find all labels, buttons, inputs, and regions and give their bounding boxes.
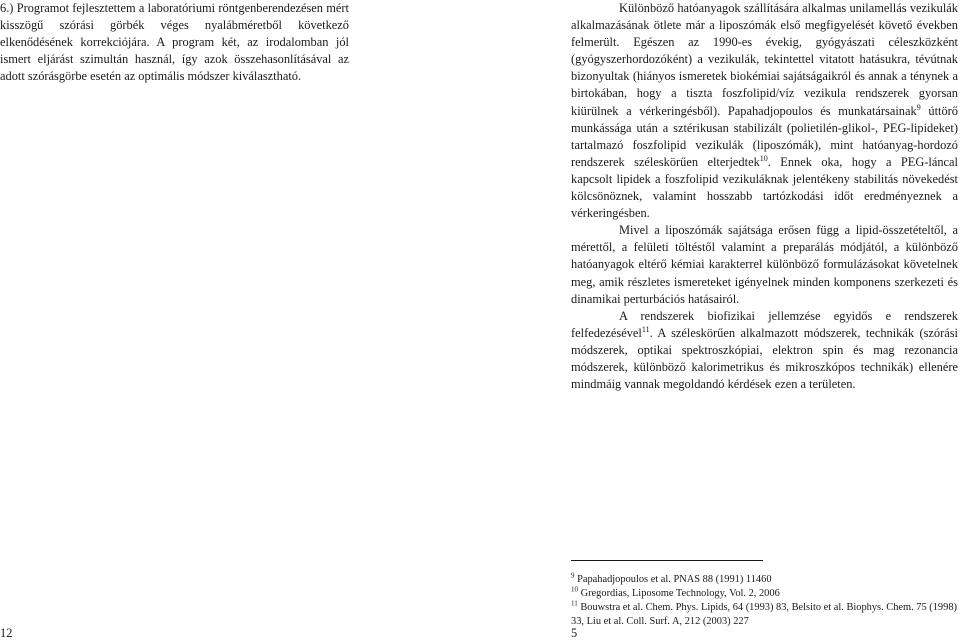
footnote: [571, 587, 960, 601]
body-paragraph: 6.) Programot fejlesztettem a laboratóriumi röntgenberendezésen mért kisszögű szórási görbék véges nyalábméretből következő elkenődésének korrekciójára. A program két, az irodalomban jól ismert eljárást szimultán használ, így azok összehasonlításával az adott szórásgörbe esetén az optimális módszer kiválasztható.: [0, 1, 349, 84]
footnote: [571, 573, 960, 587]
footnote-number: 10: [571, 585, 578, 594]
body-paragraph: [571, 0, 958, 222]
footnote-divider: [571, 560, 763, 561]
footnote-number: 11: [571, 599, 578, 608]
left-column: [0, 0, 349, 85]
paragraph-text: A rendszerek biofizikai jellemzése egyidős e rendszerek felfedezésével: [571, 308, 958, 340]
right-column: [571, 0, 958, 393]
footnote-text: Papahadjopoulos et al. PNAS 88 (1991) 11460: [574, 574, 772, 585]
footnote-number: 9: [571, 571, 575, 580]
page-number-left: 12: [0, 626, 13, 640]
paragraph-text: Különböző hatóanyagok szállítására alkalmas unilamellás vezikulák alkalmazásának ötlete már a liposzómák első megfigyelését követő években felmerült. Egészen az 1990-es évekig, gyógyászati céleszközként (gyógyszerhordozóként) a vezikulák, tekintettel vitatott hatásukra, tévútnak bizonyultak (hiányos ismeretek biokémiai sajátságaikról és annak a ténynek a birtokában, hogy a tiszta foszfolipid/víz vezikula rendszerek gyorsan kiürülnek a vérkeringésből). Papahadjopoulos és munkatársainak: [571, 1, 958, 118]
footnote-ref[interactable]: 9: [916, 102, 921, 112]
page-number-right: 5: [571, 626, 578, 640]
body-paragraph: Mivel a liposzómák sajátsága erősen függ a lipid-összetételtől, a mérettől, a felületi töltéstől valamint a preparálás módjától, a különböző hatóanyagok eltérő kémiai karakterrel különböző formulázásokat követelnek meg, amik részletes ismereteket igényelnek minden komponens szerkezeti és dinamikai perturbációs hatásairól.: [571, 223, 958, 306]
footnote: [571, 601, 960, 629]
paragraph-text: . A széleskörűen alkalmazott módszerek, technikák (szórási módszerek, optikai spektroszkópiai, elektron spin és mag rezonancia módszerek, különböző kalorimetrikus és mikroszkópos technikák) ellenére mindmáig vannak megoldandó kérdések ezen a területen.: [571, 325, 958, 392]
paragraph-text: úttörő munkássága után a sztérikusan stabilizált (polietilén-glikol-, PEG-lipideket) tartalmazó foszfolipid vezikulák (liposzómák), mint hatóanyag-hordozó rendszerek széleskörűen elterjedtek: [571, 103, 958, 169]
body-paragraph: [571, 308, 958, 393]
footnote-text: Bouwstra et al. Chem. Phys. Lipids, 64 (1993) 83, Belsito et al. Biophys. Chem. 75 (1998) 33, Liu et al. Coll. Surf. A, 212 (2003) 227: [571, 602, 957, 627]
footnote-text: Gregordias, Liposome Technology, Vol. 2, 2006: [578, 588, 780, 599]
paragraph-text: . Ennek oka, hogy a PEG-láncal kapcsolt lipidek a foszfolipid vezikuláknak jelentékeny stabilitás növekedést kölcsönöznek, valamint hosszabb tartózkodási időt eredményeznek a vérkeringésben.: [571, 154, 958, 221]
footnote-ref[interactable]: 11: [641, 324, 650, 334]
footnote-ref[interactable]: 10: [759, 153, 768, 163]
footnotes: [571, 573, 960, 629]
